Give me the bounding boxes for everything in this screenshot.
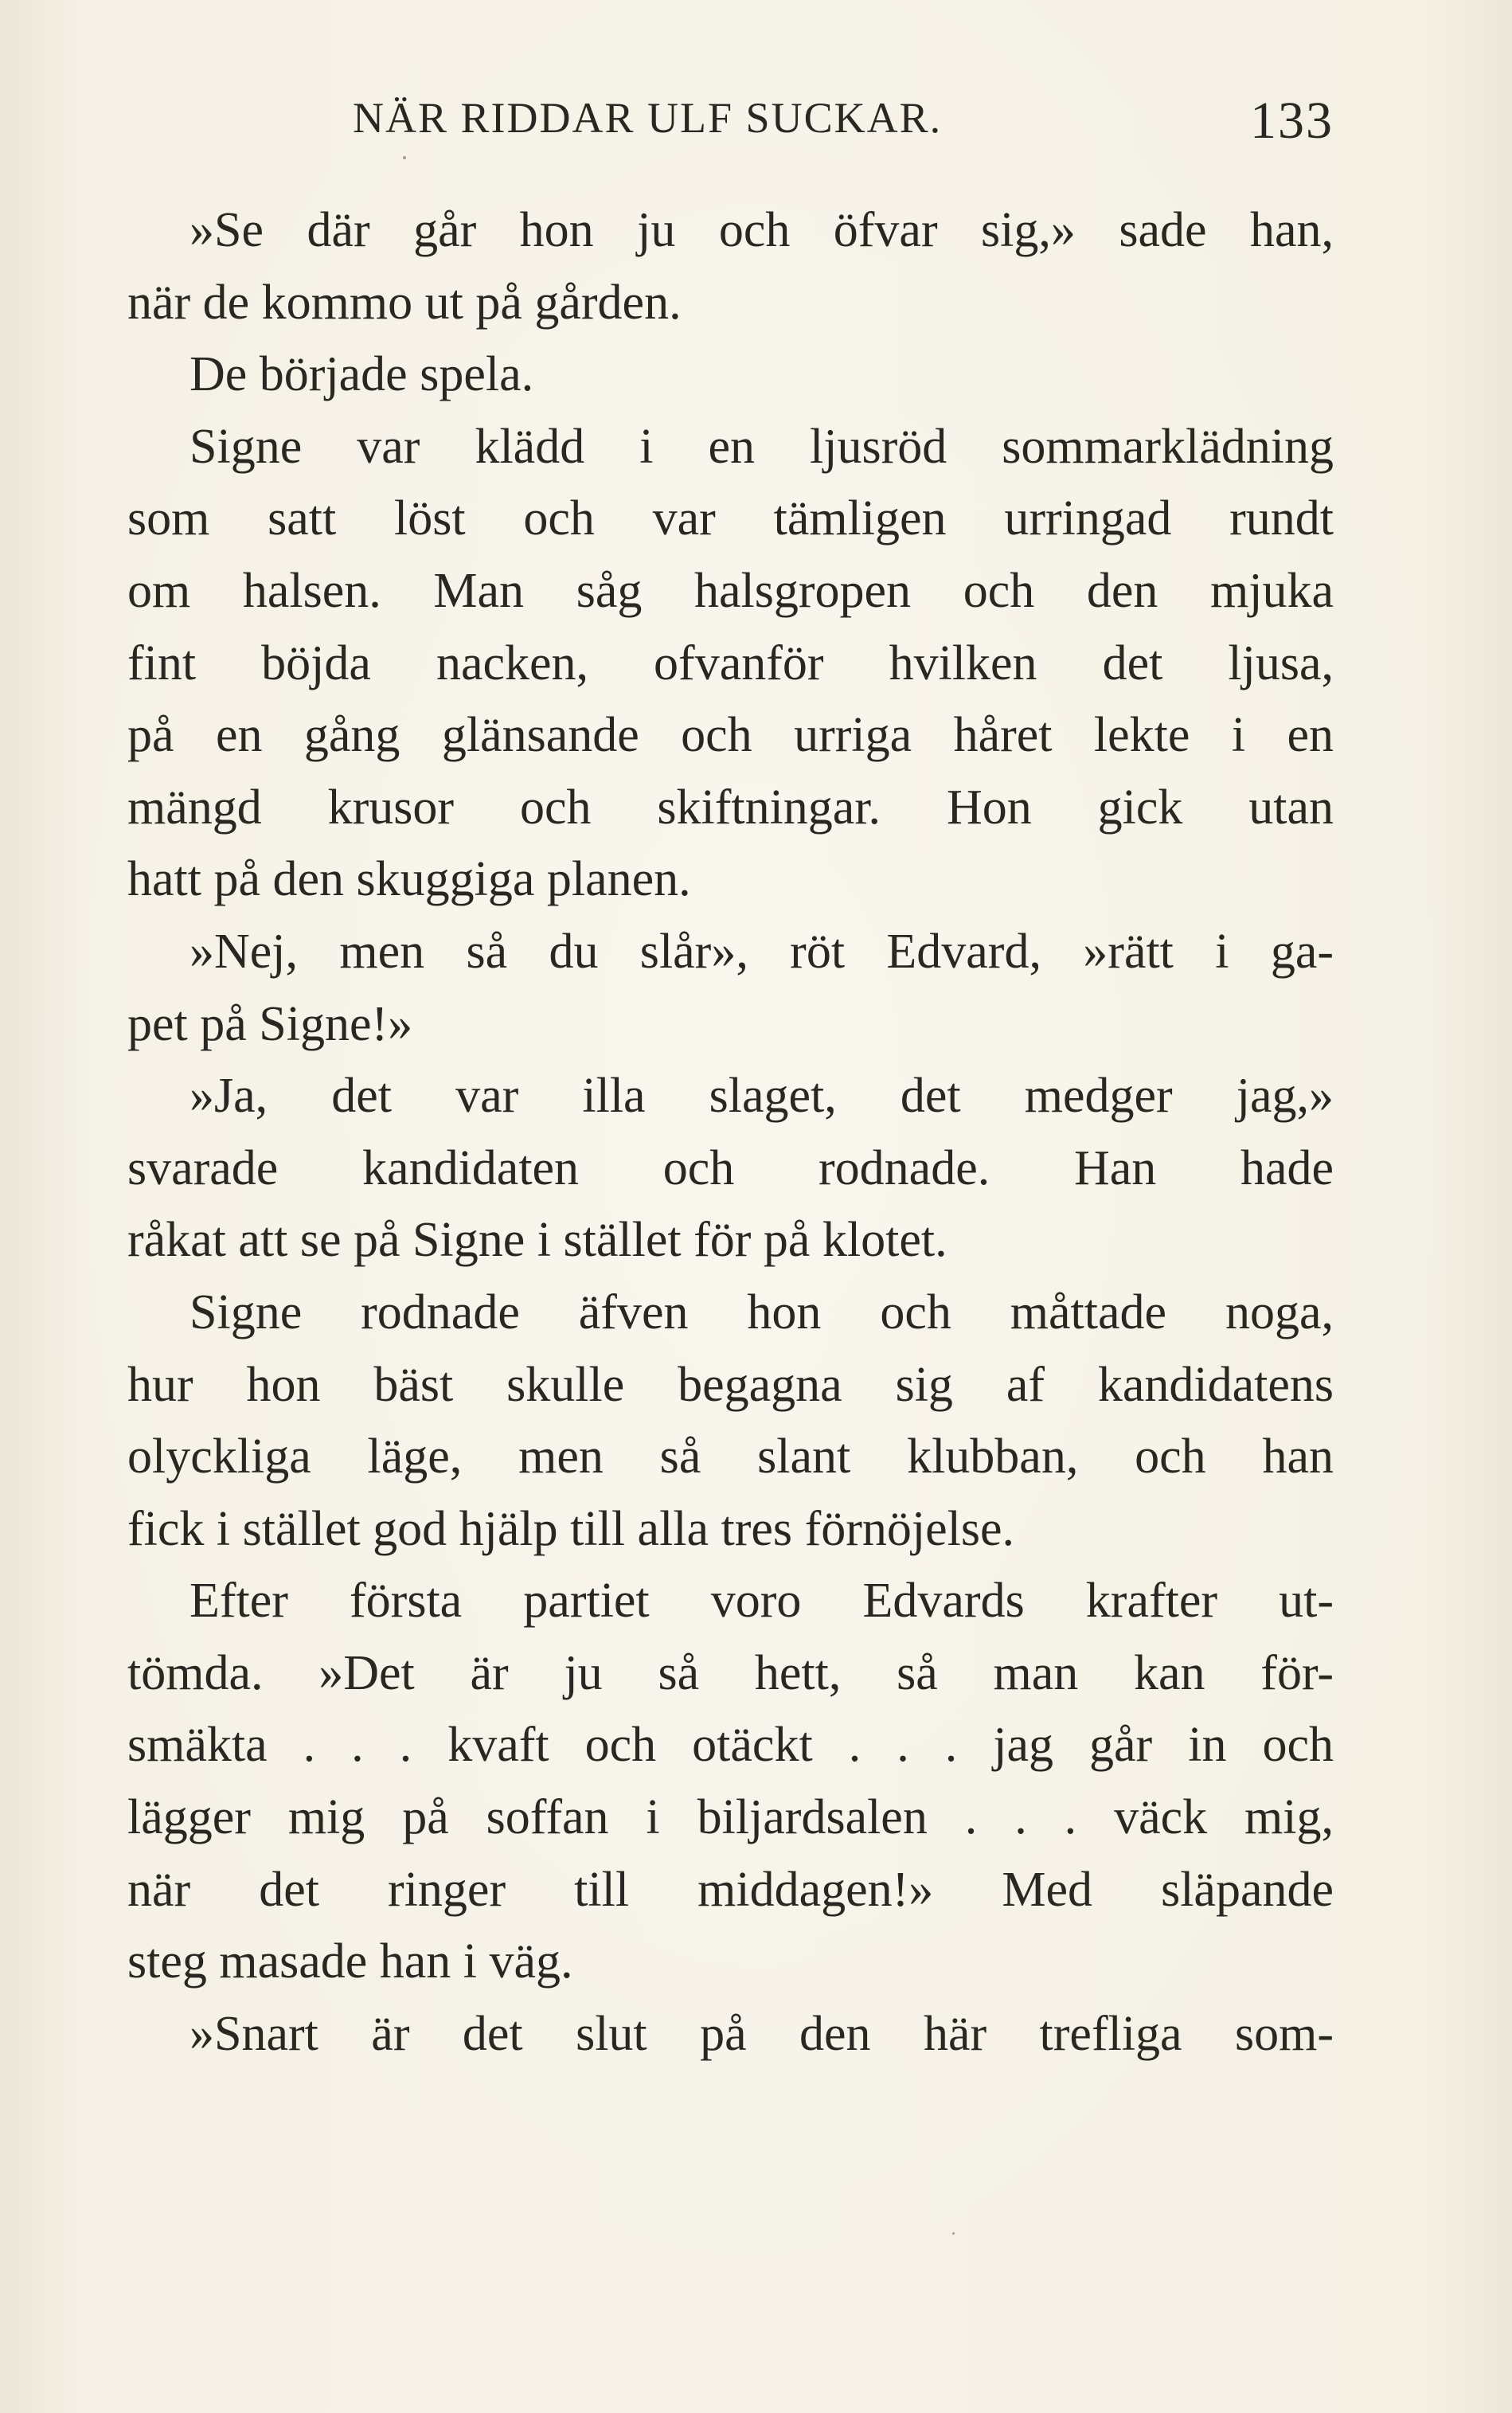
text-line: olyckliga läge, men så slant klubban, och han bbox=[127, 1429, 1334, 1484]
running-title: NÄR RIDDAR ULF SUCKAR. bbox=[353, 94, 943, 142]
text-line: svarade kandidaten och rodnade. Han hade bbox=[127, 1140, 1334, 1195]
text-line: hur hon bäst skulle begagna sig af kandidatens bbox=[127, 1357, 1334, 1412]
text-line: smäkta . . . kvaft och otäckt . . . jag går in och bbox=[127, 1718, 1334, 1773]
text-line: steg masade han i väg. bbox=[127, 1934, 573, 1989]
text-line: fint böjda nacken, ofvanför hvilken det ljusa, bbox=[127, 636, 1334, 690]
text-line: Efter första partiet voro Edvards krafter ut- bbox=[189, 1574, 1334, 1629]
text-line: om halsen. Man såg halsgropen och den mjuka bbox=[127, 563, 1334, 618]
text-line: pet på Signe!» bbox=[127, 996, 413, 1051]
text-line: »Nej, men så du slår», röt Edvard, »rätt i ga- bbox=[189, 924, 1334, 979]
text-line: när de kommo ut på gården. bbox=[127, 275, 682, 330]
text-line: »Se där går hon ju och öfvar sig,» sade han, bbox=[189, 203, 1334, 257]
text-line: lägger mig på soffan i biljardsalen . . . väck mig, bbox=[127, 1790, 1334, 1845]
paper-speck bbox=[403, 156, 406, 159]
page-number: 133 bbox=[1250, 92, 1334, 150]
text-line: tömda. »Det är ju så hett, så man kan för- bbox=[127, 1645, 1334, 1700]
paper-speck bbox=[952, 2232, 955, 2235]
text-line: »Ja, det var illa slaget, det medger jag,» bbox=[189, 1069, 1334, 1124]
text-line: fick i stället god hjälp till alla tres förnöjelse. bbox=[127, 1501, 1014, 1556]
text-line: när det ringer till middagen!» Med släpande bbox=[127, 1862, 1334, 1917]
text-line: »Snart är det slut på den här trefliga som- bbox=[189, 2006, 1334, 2061]
text-line: på en gång glänsande och urriga håret lekte i en bbox=[127, 708, 1334, 763]
text-line: hatt på den skuggiga planen. bbox=[127, 852, 691, 907]
text-line: Signe rodnade äfven hon och måttade noga, bbox=[189, 1285, 1334, 1339]
text-line: råkat att se på Signe i stället för på klotet. bbox=[127, 1213, 947, 1268]
text-line: De började spela. bbox=[189, 347, 534, 402]
body-text bbox=[127, 194, 1334, 2070]
text-line: Signe var klädd i en ljusröd sommarklädning bbox=[189, 419, 1334, 474]
text-line: mängd krusor och skiftningar. Hon gick utan bbox=[127, 780, 1334, 835]
text-line: som satt löst och var tämligen urringad rundt bbox=[127, 491, 1334, 546]
running-head bbox=[127, 86, 1334, 150]
